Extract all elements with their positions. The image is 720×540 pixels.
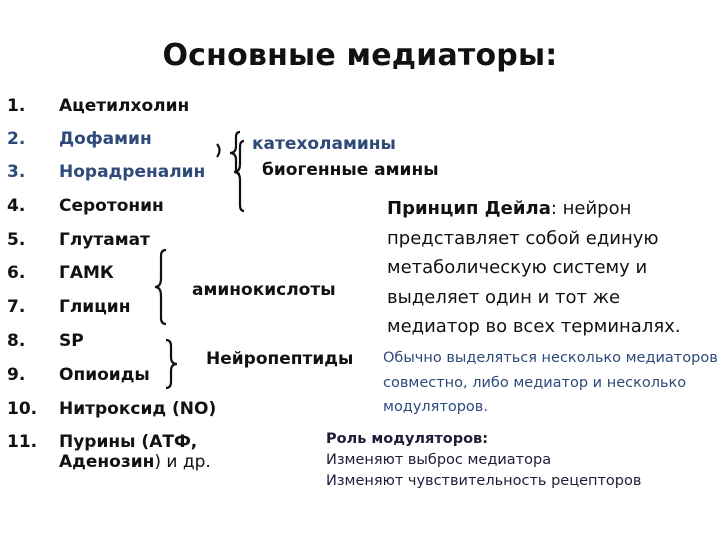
list-item-text: ГАМК	[59, 263, 114, 283]
list-item-text: Нитроксид (NO)	[59, 399, 217, 419]
dale-text: : нейрон представляет собой единую метаболическую систему и выделяет один и тот же медиатор во всех терминалях.	[387, 198, 681, 337]
list-tail-rest: ) и др.	[154, 452, 211, 472]
modulators-heading: Роль модуляторов:	[326, 431, 489, 447]
list-item-text: Глицин	[59, 297, 131, 317]
list-item-text: Пурины (АТФ,	[59, 432, 198, 452]
list-item-number: 9.	[7, 365, 26, 385]
list-item-text: Ацетилхолин	[59, 96, 190, 116]
list-item-number: 5.	[7, 230, 26, 250]
dale-principle	[387, 194, 717, 342]
list-item-number: 2.	[7, 129, 26, 149]
list-item-number: 3.	[7, 162, 26, 182]
co-release-note: Обычно выделяться несколько медиаторов совместно, либо медиатор и несколько модуляторов.	[383, 350, 718, 415]
modulators-block	[326, 429, 641, 492]
label-neuropeptides: Нейропептиды	[206, 349, 354, 369]
list-item-text: Норадреналин	[59, 162, 206, 182]
list-item-number: 1.	[7, 96, 26, 116]
list-item-number: 10.	[7, 399, 38, 419]
modulators-line-2: Изменяют чувствительность рецепторов	[326, 473, 642, 489]
label-catecholamines: катехоламины	[252, 134, 396, 154]
list-item-number: 11.	[7, 432, 38, 452]
list-item-number: 6.	[7, 263, 26, 283]
bracket-inner-stub	[217, 144, 220, 157]
list-item-text: Серотонин	[59, 196, 164, 216]
label-amino-acids: аминокислоты	[192, 280, 336, 300]
dale-heading: Принцип Дейла	[387, 198, 551, 219]
page-title: Основные медиаторы:	[162, 38, 558, 73]
list-item-text: Опиоиды	[59, 365, 150, 385]
bracket-amino-acids	[155, 250, 166, 324]
list-item-number: 8.	[7, 331, 26, 351]
list-item-text: SP	[59, 331, 84, 351]
label-biogenic-amines: биогенные амины	[262, 160, 439, 180]
modulators-line-1: Изменяют выброс медиатора	[326, 452, 552, 468]
list-item-text: Глутамат	[59, 230, 150, 250]
list-item-number: 7.	[7, 297, 26, 317]
list-item-number: 4.	[7, 196, 26, 216]
list-tail-bold: Аденозин	[59, 452, 155, 472]
bracket-neuropeptides	[166, 340, 177, 388]
list-item-text: Дофамин	[59, 129, 152, 149]
